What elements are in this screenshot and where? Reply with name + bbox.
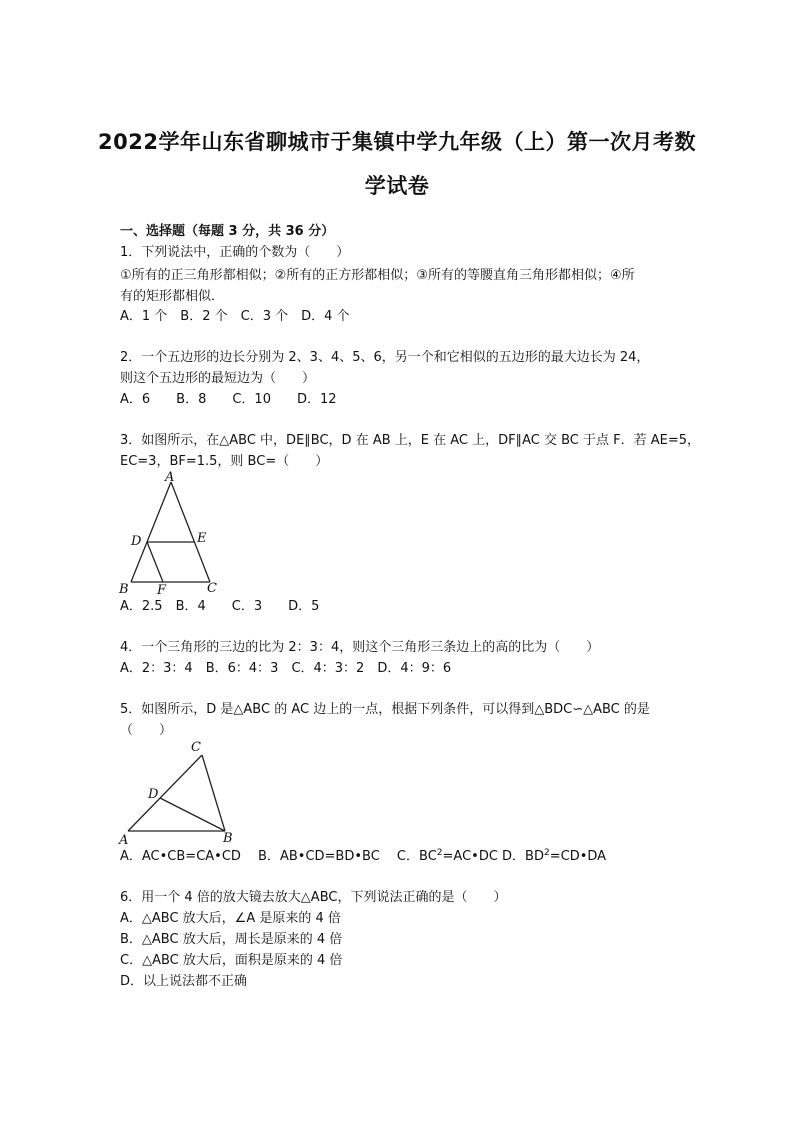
q5-side-bc bbox=[202, 755, 225, 831]
q5-option-c-exponent: 2 bbox=[436, 848, 443, 858]
q2-stem-line2: 则这个五边形的最短边为（ ） bbox=[120, 371, 316, 386]
q3-label-a: A bbox=[165, 470, 175, 485]
q3-label-d: D bbox=[131, 534, 142, 549]
q3-label-c: C bbox=[207, 581, 217, 596]
q1-stem: 1．下列说法中，正确的个数为（ ） bbox=[120, 245, 350, 260]
q5-options-part2: =AC•DC D．BD bbox=[442, 849, 544, 864]
q6-option-b: B．△ABC 放大后，周长是原来的 4 倍 bbox=[120, 932, 343, 947]
q3-side-ab bbox=[131, 482, 171, 582]
q2-options: A．6 B．8 C．10 D．12 bbox=[120, 392, 337, 407]
q5-stem: 5．如图所示，D 是△ABC 的 AC 边上的一点，根据下列条件，可以得到△BDC∽△ABC 的是 bbox=[120, 702, 650, 717]
q2-stem: 2．一个五边形的边长分别为 2、3、4、5、6，另一个和它相似的五边形的最大边长为 24， bbox=[120, 350, 650, 365]
q1-statement-line2: 有的矩形都相似． bbox=[120, 289, 225, 304]
section-heading: 一、选择题（每题 3 分，共 36 分） bbox=[120, 224, 335, 239]
document-title-line1: 2022学年山东省聊城市于集镇中学九年级（上）第一次月考数 bbox=[98, 130, 696, 154]
q1-statement-line1: ①所有的正三角形都相似；②所有的正方形都相似；③所有的等腰直角三角形都相似；④所 bbox=[120, 268, 635, 283]
q5-label-b: B bbox=[223, 831, 233, 846]
q6-option-d: D．以上说法都不正确 bbox=[120, 974, 248, 989]
q3-stem: 3．如图所示，在△ABC 中，DE∥BC，D 在 AB 上，E 在 AC 上，DF∥AC 交 BC 于点 F．若 AE=5， bbox=[120, 433, 701, 448]
q5-label-d: D bbox=[148, 787, 159, 802]
q5-label-a: A bbox=[119, 833, 129, 848]
q3-label-e: E bbox=[197, 531, 207, 546]
q5-options-part3: =CD•DA bbox=[549, 849, 607, 864]
q3-label-b: B bbox=[119, 582, 129, 597]
q6-stem: 6．用一个 4 倍的放大镜去放大△ABC，下列说法正确的是（ ） bbox=[120, 890, 507, 905]
q1-options: A．1 个 B．2 个 C．3 个 D．4 个 bbox=[120, 309, 350, 324]
q5-options bbox=[120, 847, 606, 867]
document-title-line2: 学试卷 bbox=[364, 174, 430, 198]
q3-options: A．2.5 B．4 C．3 D．5 bbox=[120, 599, 320, 614]
q5-side-ac bbox=[128, 755, 202, 831]
q5-label-c: C bbox=[191, 740, 201, 755]
q5-stem-line2: （ ） bbox=[120, 723, 173, 738]
q5-options-part1: A．AC•CB=CA•CD B．AB•CD=BD•BC C．BC bbox=[120, 849, 437, 864]
q3-triangle-figure bbox=[115, 470, 225, 598]
q3-segment-df bbox=[147, 542, 163, 582]
q4-stem: 4．一个三角形的三边的比为 2：3：4，则这个三角形三条边上的高的比为（ ） bbox=[120, 640, 600, 655]
q6-option-a: A．△ABC 放大后，∠A 是原来的 4 倍 bbox=[120, 911, 341, 926]
q5-option-d-exponent: 2 bbox=[543, 848, 550, 858]
q6-option-c: C．△ABC 放大后，面积是原来的 4 倍 bbox=[120, 953, 343, 968]
q5-segment-bd bbox=[160, 798, 225, 831]
q3-stem-line2: EC=3，BF=1.5，则 BC=（ ） bbox=[120, 454, 329, 469]
q5-triangle-figure bbox=[115, 737, 240, 847]
q4-options: A．2：3：4 B．6：4：3 C．4：3：2 D．4：9：6 bbox=[120, 661, 452, 676]
q3-label-f: F bbox=[157, 583, 167, 598]
